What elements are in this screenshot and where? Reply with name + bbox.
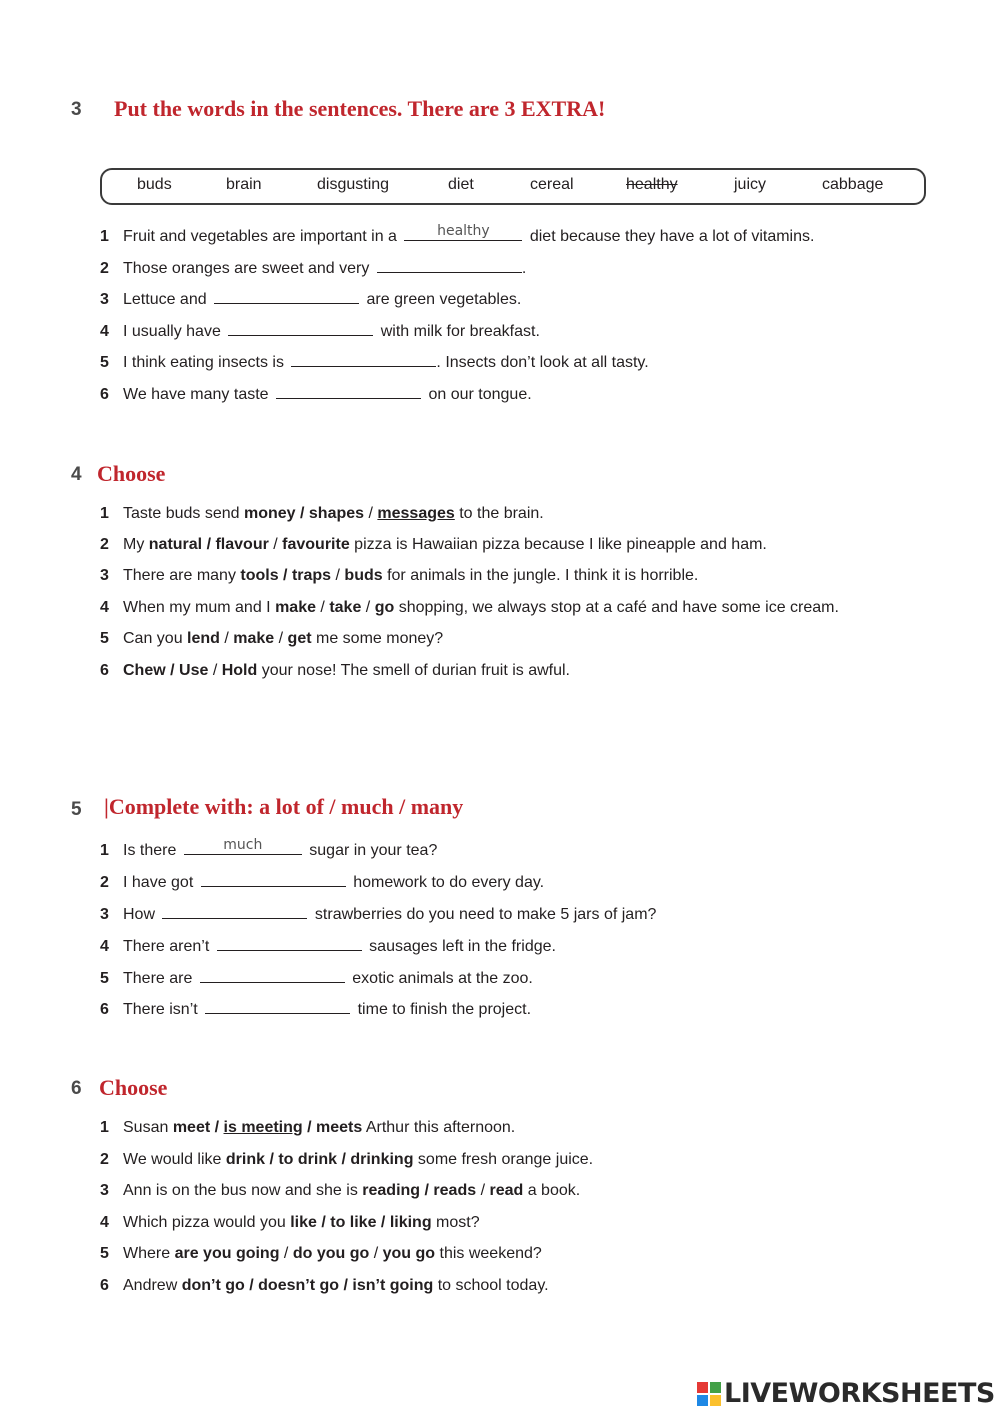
answer-blank[interactable]: [228, 321, 373, 336]
word-bank-item-used: healthy: [626, 176, 678, 193]
option-separator: /: [278, 567, 292, 584]
answer-blank[interactable]: [377, 258, 522, 273]
section-4-number: 4: [71, 464, 82, 485]
option-separator: /: [315, 599, 330, 616]
exercise-5-item: [100, 837, 438, 860]
logo-square-yellow: [710, 1395, 721, 1406]
exercise-5-item: [100, 872, 544, 892]
item-text-before: Can you: [123, 630, 183, 647]
item-text-before: How: [123, 906, 156, 923]
answer-blank[interactable]: [200, 968, 345, 983]
option-1[interactable]: make: [275, 599, 316, 616]
answer-blank[interactable]: [291, 352, 436, 367]
option-separator: /: [369, 1245, 383, 1262]
option-separator: /: [268, 536, 283, 553]
item-number: 2: [100, 260, 109, 277]
item-text-after: exotic animals at the zoo.: [352, 970, 533, 987]
option-2[interactable]: to like: [330, 1214, 377, 1231]
item-text-after: some fresh orange juice.: [413, 1151, 594, 1168]
item-text-before: Lettuce and: [123, 291, 207, 308]
exercise-6-item: [100, 1119, 515, 1137]
exercise-6-item: [100, 1214, 480, 1232]
option-1[interactable]: natural: [148, 536, 203, 553]
item-number: 4: [100, 938, 109, 955]
item-text-after: to the brain.: [454, 505, 544, 522]
option-2[interactable]: take: [329, 599, 362, 616]
option-2-selected[interactable]: is meeting: [223, 1119, 303, 1136]
answer-blank[interactable]: [184, 837, 302, 855]
item-text-after: to school today.: [433, 1277, 549, 1294]
item-text-after: strawberries do you need to make 5 jars of jam?: [314, 906, 657, 923]
option-1[interactable]: Chew: [123, 662, 166, 679]
item-number: 5: [100, 970, 109, 987]
section-6-title: Choose: [99, 1075, 168, 1100]
option-2[interactable]: traps: [291, 567, 332, 584]
option-1[interactable]: lend: [187, 630, 220, 647]
item-text-before: There are: [123, 970, 193, 987]
option-2[interactable]: doesn’t go: [258, 1277, 340, 1294]
option-3-selected[interactable]: messages: [377, 505, 455, 522]
answer-blank[interactable]: [162, 904, 307, 919]
item-number: 3: [100, 1182, 109, 1199]
option-3[interactable]: Hold: [221, 662, 258, 679]
item-text-after: are green vegetables.: [366, 291, 522, 308]
item-text-before: Fruit and vegetables are important in a: [123, 228, 397, 245]
item-number: 3: [100, 906, 109, 923]
item-text-before: There isn’t: [123, 1001, 198, 1018]
word-bank-box: [100, 168, 926, 205]
section-3-number: 3: [71, 99, 82, 120]
section-4-title: Choose: [97, 461, 166, 486]
exercise-5-item: [100, 968, 533, 988]
item-text-before: Those oranges are sweet and very: [123, 260, 370, 277]
item-number: 2: [100, 536, 109, 553]
item-number: 1: [100, 228, 109, 245]
option-separator: /: [339, 1277, 353, 1294]
option-separator: /: [265, 1151, 279, 1168]
word-bank-item: diet: [448, 176, 474, 193]
item-text-after: Arthur this afternoon.: [362, 1119, 516, 1136]
option-separator: /: [165, 662, 180, 679]
option-separator: /: [219, 630, 234, 647]
item-text-before: Andrew: [123, 1277, 178, 1294]
item-text-before: We have many taste: [123, 386, 269, 403]
item-number: 2: [100, 1151, 109, 1168]
exercise-4-item: [100, 536, 767, 554]
item-text-before: There aren’t: [123, 938, 210, 955]
exercise-3-item: [100, 352, 649, 372]
option-3[interactable]: go: [374, 599, 395, 616]
liveworksheets-logo[interactable]: LIVEWORKSHEETS: [724, 1378, 995, 1409]
item-number: 5: [100, 354, 109, 371]
item-text-after: for animals in the jungle. I think it is horrible.: [382, 567, 699, 584]
section-5-title: |Complete with: a lot of / much / many: [104, 794, 464, 819]
item-number: 6: [100, 386, 109, 403]
item-text-before: There are many: [123, 567, 236, 584]
option-1[interactable]: meet: [172, 1119, 211, 1136]
item-text-before: We would like: [123, 1151, 222, 1168]
item-number: 2: [100, 874, 109, 891]
item-text-before: Ann is on the bus now and she is: [123, 1182, 358, 1199]
item-number: 3: [100, 291, 109, 308]
exercise-4-item: [100, 630, 443, 648]
item-number: 1: [100, 1119, 109, 1136]
option-2[interactable]: shapes: [308, 505, 365, 522]
item-text-after: your nose! The smell of durian fruit is awful.: [257, 662, 570, 679]
item-text-after: with milk for breakfast.: [380, 323, 540, 340]
exercise-3-item: [100, 223, 815, 246]
item-number: 4: [100, 1214, 109, 1231]
item-text-before: When my mum and I: [123, 599, 271, 616]
answer-text: much: [223, 837, 263, 853]
answer-blank[interactable]: [276, 384, 421, 399]
option-2[interactable]: make: [233, 630, 275, 647]
option-3[interactable]: you go: [382, 1245, 436, 1262]
option-separator: /: [316, 1214, 331, 1231]
liveworksheets-logo-icon: [697, 1382, 721, 1406]
item-text-before: I have got: [123, 874, 194, 891]
option-1[interactable]: money: [243, 505, 296, 522]
option-separator: /: [476, 1182, 490, 1199]
option-3[interactable]: meets: [316, 1119, 363, 1136]
word-bank-item: buds: [137, 176, 172, 193]
item-text-after: a book.: [523, 1182, 581, 1199]
option-separator: /: [331, 567, 345, 584]
item-text-before: Is there: [123, 842, 177, 859]
item-text-after: time to finish the project.: [357, 1001, 532, 1018]
word-bank-item: brain: [226, 176, 262, 193]
option-separator: /: [295, 505, 309, 522]
item-text-after: most?: [431, 1214, 480, 1231]
option-2[interactable]: flavour: [215, 536, 269, 553]
item-number: 5: [100, 630, 109, 647]
item-text-before: I usually have: [123, 323, 221, 340]
item-text-after: diet because they have a lot of vitamins.: [529, 228, 815, 245]
option-separator: /: [376, 1214, 390, 1231]
item-text-after: homework to do every day.: [353, 874, 545, 891]
item-number: 1: [100, 842, 109, 859]
answer-blank[interactable]: [205, 999, 350, 1014]
item-text-before: Which pizza would you: [123, 1214, 286, 1231]
option-1[interactable]: don’t go: [181, 1277, 245, 1294]
answer-blank[interactable]: [404, 223, 522, 241]
option-1[interactable]: drink: [225, 1151, 265, 1168]
option-separator: /: [279, 1245, 293, 1262]
option-1[interactable]: like: [290, 1214, 317, 1231]
item-text-before: My: [123, 536, 145, 553]
option-2[interactable]: Use: [179, 662, 209, 679]
logo-square-red: [697, 1382, 708, 1393]
item-text-before: Where: [123, 1245, 171, 1262]
section-5-number: 5: [71, 799, 82, 820]
option-separator: /: [364, 505, 378, 522]
option-separator: /: [302, 1119, 317, 1136]
exercise-3-item: [100, 384, 532, 404]
item-text-after: me some money?: [311, 630, 444, 647]
option-3[interactable]: get: [287, 630, 312, 647]
logo-square-green: [710, 1382, 721, 1393]
option-separator: /: [210, 1119, 224, 1136]
option-3[interactable]: read: [489, 1182, 524, 1199]
option-2[interactable]: reads: [433, 1182, 477, 1199]
item-number: 4: [100, 599, 109, 616]
exercise-5-item: [100, 999, 531, 1019]
exercise-4-item: [100, 505, 544, 523]
exercise-5-item: [100, 936, 556, 956]
option-3[interactable]: isn’t going: [352, 1277, 434, 1294]
exercise-6-item: [100, 1151, 593, 1169]
item-text-after: pizza is Hawaiian pizza because I like pineapple and ham.: [349, 536, 767, 553]
option-2[interactable]: to drink: [278, 1151, 338, 1168]
option-1[interactable]: tools: [240, 567, 279, 584]
item-text-after: .: [521, 260, 527, 277]
item-number: 4: [100, 323, 109, 340]
item-number: 3: [100, 567, 109, 584]
exercise-3-item: [100, 321, 540, 341]
option-separator: /: [208, 662, 222, 679]
item-text-after: on our tongue.: [428, 386, 532, 403]
item-number: 5: [100, 1245, 109, 1262]
exercise-5-item: [100, 904, 656, 924]
option-separator: /: [274, 630, 288, 647]
item-text-after: . Insects don’t look at all tasty.: [436, 354, 649, 371]
item-number: 6: [100, 662, 109, 679]
item-text-before: I think eating insects is: [123, 354, 284, 371]
word-bank-item: disgusting: [317, 176, 390, 193]
word-bank-item: juicy: [734, 176, 767, 193]
item-text-before: Susan: [123, 1119, 169, 1136]
exercise-4-item: [100, 662, 570, 680]
item-text-before: Taste buds send: [123, 505, 240, 522]
exercise-6-item: [100, 1182, 580, 1200]
item-text-after: this weekend?: [435, 1245, 542, 1262]
answer-blank[interactable]: [217, 936, 362, 951]
item-number: 6: [100, 1277, 109, 1294]
item-text-after: shopping, we always stop at a café and have some ice cream.: [394, 599, 839, 616]
word-bank-item: cabbage: [822, 176, 884, 193]
item-text-after: sausages left in the fridge.: [369, 938, 556, 955]
item-text-after: sugar in your tea?: [309, 842, 438, 859]
option-separator: /: [420, 1182, 434, 1199]
exercise-4-item: [100, 567, 698, 585]
item-number: 1: [100, 505, 109, 522]
answer-text: healthy: [437, 223, 490, 239]
exercise-3-item: [100, 289, 521, 309]
exercise-3-item: [100, 258, 526, 278]
section-3-title: Put the words in the sentences. There are 3 EXTRA!: [114, 96, 606, 121]
option-separator: /: [202, 536, 216, 553]
word-bank-item: cereal: [530, 176, 574, 193]
option-3[interactable]: liking: [389, 1214, 432, 1231]
option-separator: /: [337, 1151, 351, 1168]
option-3[interactable]: drinking: [350, 1151, 414, 1168]
logo-square-blue: [697, 1395, 708, 1406]
answer-blank[interactable]: [201, 872, 346, 887]
option-3[interactable]: buds: [344, 567, 383, 584]
exercise-4-item: [100, 599, 839, 617]
answer-blank[interactable]: [214, 289, 359, 304]
exercise-6-item: [100, 1277, 549, 1295]
option-separator: /: [244, 1277, 259, 1294]
option-separator: /: [361, 599, 375, 616]
exercise-6-item: [100, 1245, 542, 1263]
option-1[interactable]: reading: [362, 1182, 421, 1199]
section-6-number: 6: [71, 1078, 82, 1099]
option-2[interactable]: do you go: [292, 1245, 370, 1262]
item-number: 6: [100, 1001, 109, 1018]
option-3[interactable]: favourite: [282, 536, 350, 553]
option-1[interactable]: are you going: [174, 1245, 280, 1262]
